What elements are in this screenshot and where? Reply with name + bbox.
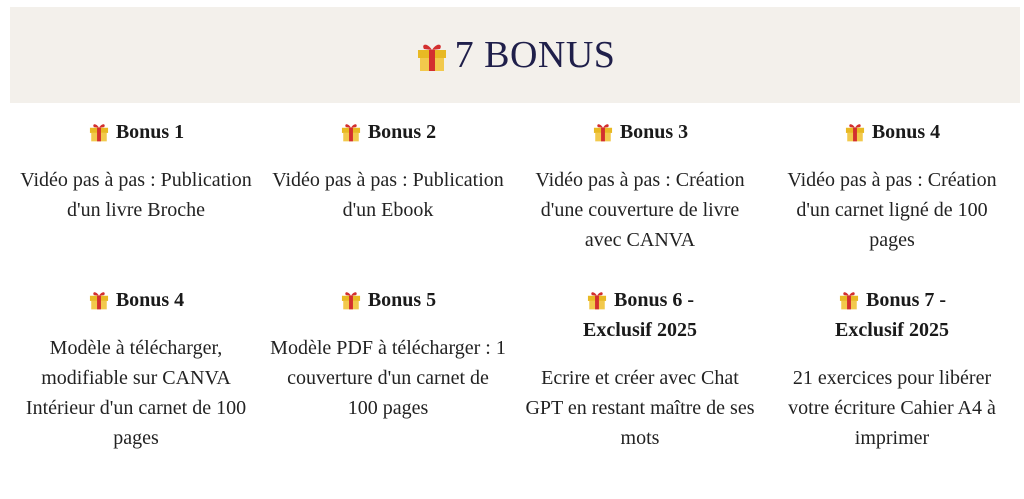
bonus-title [766,117,1018,147]
bonus-card [262,285,514,423]
gift-icon [592,120,614,142]
bonus-description: Vidéo pas à pas : Création d'un carnet ligné de 100 pages [787,169,997,251]
bonus-title-text: Bonus 1 [115,121,185,143]
bonus-title [766,285,1018,345]
bonus-card [766,117,1018,255]
bonus-description: Ecrire et créer avec Chat GPT en restant maître de ses mots [525,367,755,449]
bonus-title-text: Bonus 7 - Exclusif 2025 [835,289,949,341]
gift-icon [88,120,110,142]
bonus-title-text: Bonus 4 [115,289,185,311]
bonus-title [10,117,262,147]
bonus-title [10,285,262,315]
gift-icon [415,38,449,72]
bonus-title [262,285,514,315]
gift-icon [340,120,362,142]
bonus-title [514,285,766,345]
gift-icon [844,120,866,142]
bonus-card [262,117,514,225]
bonus-title [514,117,766,147]
bonus-card [10,117,262,225]
gift-icon [340,288,362,310]
bonus-description: Vidéo pas à pas : Publication d'un livre Broche [20,169,252,221]
gift-icon [88,288,110,310]
bonus-title-text: Bonus 5 [367,289,437,311]
bonus-banner [10,7,1020,103]
bonus-title [262,117,514,147]
bonus-title-text: Bonus 4 [871,121,941,143]
bonus-grid [10,103,1020,493]
bonus-description: Modèle à télécharger, modifiable sur CANVA Intérieur d'un carnet de 100 pages [25,337,247,449]
bonus-description: Vidéo pas à pas : Publication d'un Ebook [272,169,504,221]
bonus-title-text: Bonus 2 [367,121,437,143]
gift-icon [586,288,608,310]
bonus-title-text: Bonus 3 [619,121,689,143]
bonus-title-text: Bonus 6 - Exclusif 2025 [583,289,697,341]
bonus-card [514,285,766,453]
bonus-description: Modèle PDF à télécharger : 1 couverture d'un carnet de 100 pages [270,337,506,419]
bonus-card [514,117,766,255]
bonus-card [10,285,262,453]
bonus-description: Vidéo pas à pas : Création d'une couverture de livre avec CANVA [535,169,745,251]
bonus-description: 21 exercices pour libérer votre écriture Cahier A4 à imprimer [788,367,996,449]
banner-heading [415,36,616,74]
gift-icon [838,288,860,310]
bonus-card [766,285,1018,453]
page-title: 7 BONUS [454,34,616,76]
